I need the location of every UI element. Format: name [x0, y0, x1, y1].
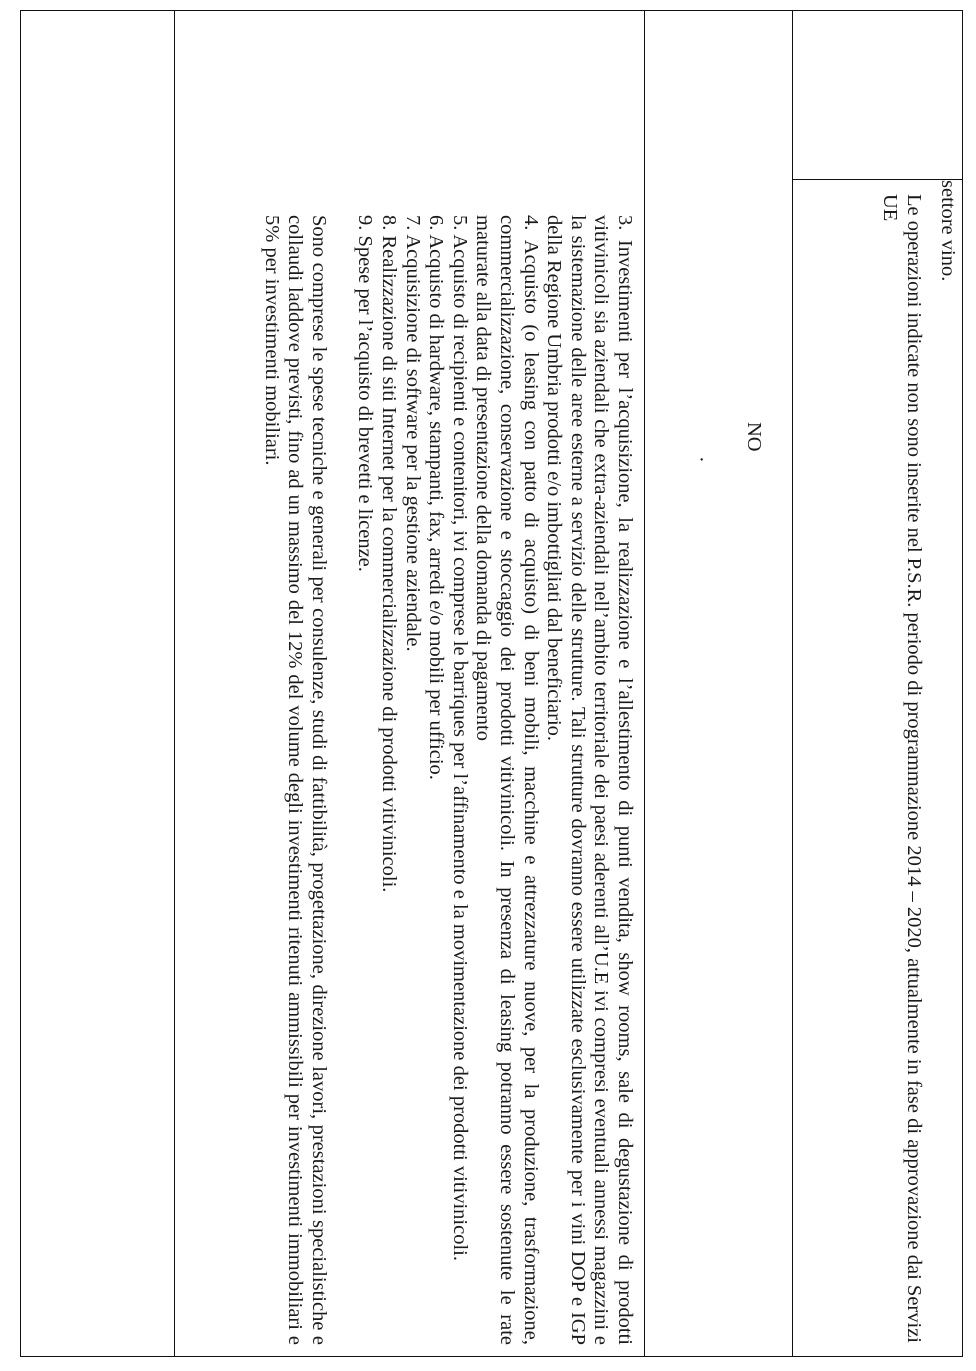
- spese-generali-paragraph: Sono comprese le spese tecniche e generali per consulenze, studi di fattibilità, progettazione, direzione lavori, prestazioni specialistiche e collaudi laddove previsti, fino ad un massimo del 12% del volume degli investimenti ritenuti ammissibili per investimenti immobiliari e 5% per investimenti mobiliari.: [260, 215, 330, 1345]
- spacer: [330, 215, 353, 1345]
- empty-column: [20, 10, 174, 1357]
- rotated-table: [20, 10, 963, 1357]
- list-item: 9. Spese per l’acquisto di brevetti e licenze.: [354, 215, 377, 572]
- flag-column: [644, 10, 792, 1357]
- list-item: 6. Acquisto di hardware, stampanti, fax, arredi e/o mobili per ufficio.: [425, 215, 448, 780]
- notes-column-top-cell: [793, 10, 963, 180]
- investments-column: [174, 10, 644, 1357]
- notes-column-bottom-cell: [793, 180, 963, 1357]
- list-item: 5. Acquisto di recipienti e contenitori, ivi comprese le barriques per l’affinamento e la movimentazione dei prodotti vitivinicoli.: [448, 215, 471, 1261]
- investments-list: [259, 215, 636, 1345]
- list-item: 3. Investimenti per l’acquisizione, la realizzazione e l’allestimento di punti vendita, show rooms, sale di degustazione di prodotti vitivinicoli sia aziendali che extra-aziendali nell’ambito territoriale dei paesi aderenti all’U.E ivi compresi eventuali annessi magazzini e la sistemazione delle aree esterne a servizio delle strutture. Tali strutture dovranno essere utilizzate esclusivamente per i vini DOP e IGP della Regione Umbria prodotti e/o imbottigliati dal beneficiario.: [543, 215, 636, 1345]
- list-item: 4. Acquisto (o leasing con patto di acquisto) di beni mobili, macchine e attrezzature nuove, per la produzione, trasformazione, commercializzazione, conservazione e stoccaggio dei prodotti vitivinicoli. In presenza di leasing potranno essere sostenute le rate maturate alla data di presentazione della domanda di pagamento: [472, 215, 542, 1345]
- notes-column: [792, 10, 963, 1357]
- settore-vino-text: settore vino.: [937, 180, 959, 282]
- no-flag: NO: [743, 422, 765, 452]
- operazioni-note: Le operazioni indicate non sono inserite nel P.S.R. periodo di programmazione 2014 – 2020, attualmente in fase di approvazione dai Servizi UE: [879, 194, 925, 1343]
- list-item: 8. Realizzazione di siti Internet per la commercializzazione di prodotti vitivinicoli.: [378, 215, 401, 893]
- table-columns: [20, 10, 963, 1357]
- list-item: 7. Acquisizione di software per la gestione aziendale.: [401, 215, 424, 652]
- dot-mark: ·: [690, 456, 712, 463]
